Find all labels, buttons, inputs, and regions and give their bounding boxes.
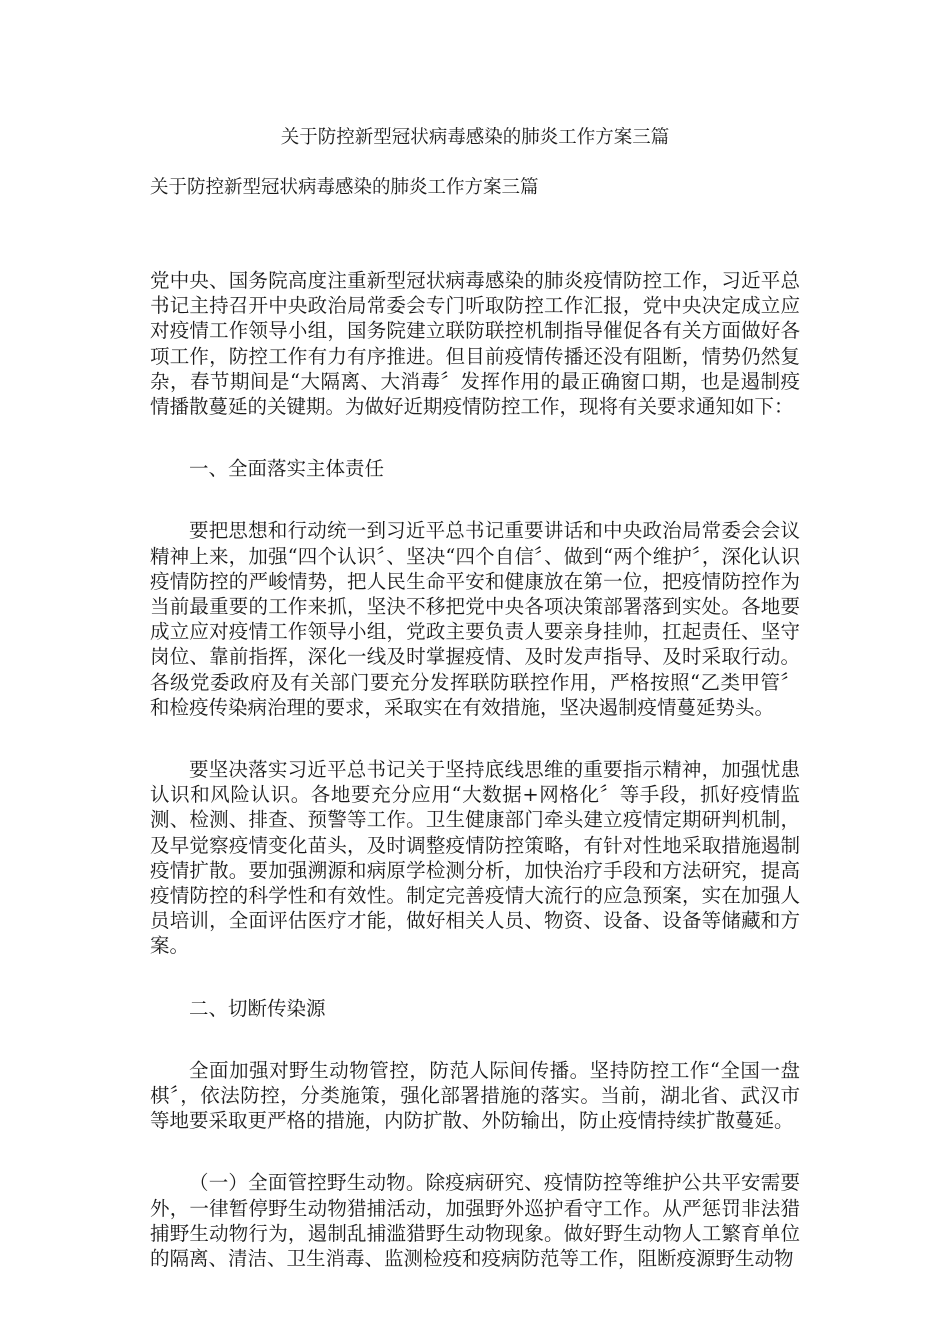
intro-paragraph: 党中央、国务院高度注重新型冠状病毒感染的肺炎疫情防控工作，习近平总书记主持召开中央政治局常委会专门听取防控工作汇报，党中央决定成立应对疫情工作领导小组，国务院建立联防联控机制指导催促各有关方面做好各项工作，防控工作有力有序推进。但目前疫情传播还没有阻断，情势仍然复杂，春节期间是“大隔离、大消毒〞发挥作用的最正确窗口期，也是遏制疫情播散蔓延的关键期。为做好近期疫情防控工作，现将有关要求通知如下：: [150, 269, 800, 419]
body-paragraph: （一）全面管控野生动物。除疫病研究、疫情防控等维护公共平安需要外，一律暂停野生动物猎捕活动，加强野外巡护看守工作。从严惩罚非法猎捕野生动物行为，遏制乱捕滥猎野生动物现象。做好野生动物人工繁育单位的隔离、清洁、卫生消毒、监测检疫和疫病防范等工作，阻断疫源野生动物: [150, 1171, 800, 1271]
document-body: [150, 268, 800, 1308]
body-paragraph: 要坚决落实习近平总书记关于坚持底线思维的重要指示精神，加强忧患认识和风险认识。各地要充分应用“大数据+网格化〞等手段，抓好疫情监测、检测、排查、预警等工作。卫生健康部门牵头建立疫情定期研判机制，及早觉察疫情变化苗头，及时调整疫情防控策略，有针对性地采取措施遏制疫情扩散。要加强溯源和病原学检测分析，加快治疗手段和方法研究，提高疫情防控的科学性和有效性。制定完善疫情大流行的应急预案，实在加强人员培训，全面评估医疗才能，做好相关人员、物资、设备、设备等储藏和方案。: [150, 758, 800, 958]
document-subtitle: 关于防控新型冠状病毒感染的肺炎工作方案三篇: [150, 177, 539, 198]
body-paragraph: 全面加强对野生动物管控，防范人际间传播。坚持防控工作“全国一盘棋〞，依法防控，分类施策，强化部署措施的落实。当前，湖北省、武汉市等地要采取更严格的措施，内防扩散、外防输出，防止疫情持续扩散蔓延。: [150, 1058, 800, 1133]
section-heading-1: 一、全面落实主体责任: [189, 457, 385, 481]
section-heading-2: 二、切断传染源: [189, 996, 326, 1020]
body-paragraph: 要把思想和行动统一到习近平总书记重要讲话和中央政治局常委会会议精神上来，加强“四个认识〞、坚决“四个自信〞、做到“两个维护〞，深化认识疫情防控的严峻情势，把人民生命平安和健康放在第一位，把疫情防控作为当前最重要的工作来抓，坚決不移把党中央各项决策部署落到实处。各地要成立应对疫情工作领导小组，党政主要负责人要亲身挂帅，扛起责任、坚守岗位、靠前指挥，深化一线及时掌握疫情、及时发声指导、及时采取行动。各级党委政府及有关部门要充分发挥联防联控作用，严格按照“乙类甲管〞和检疫传染病治理的要求，采取实在有效措施，坚决遏制疫情蔓延势头。: [150, 519, 800, 719]
document-title: 关于防控新型冠状病毒感染的肺炎工作方案三篇: [280, 127, 670, 148]
